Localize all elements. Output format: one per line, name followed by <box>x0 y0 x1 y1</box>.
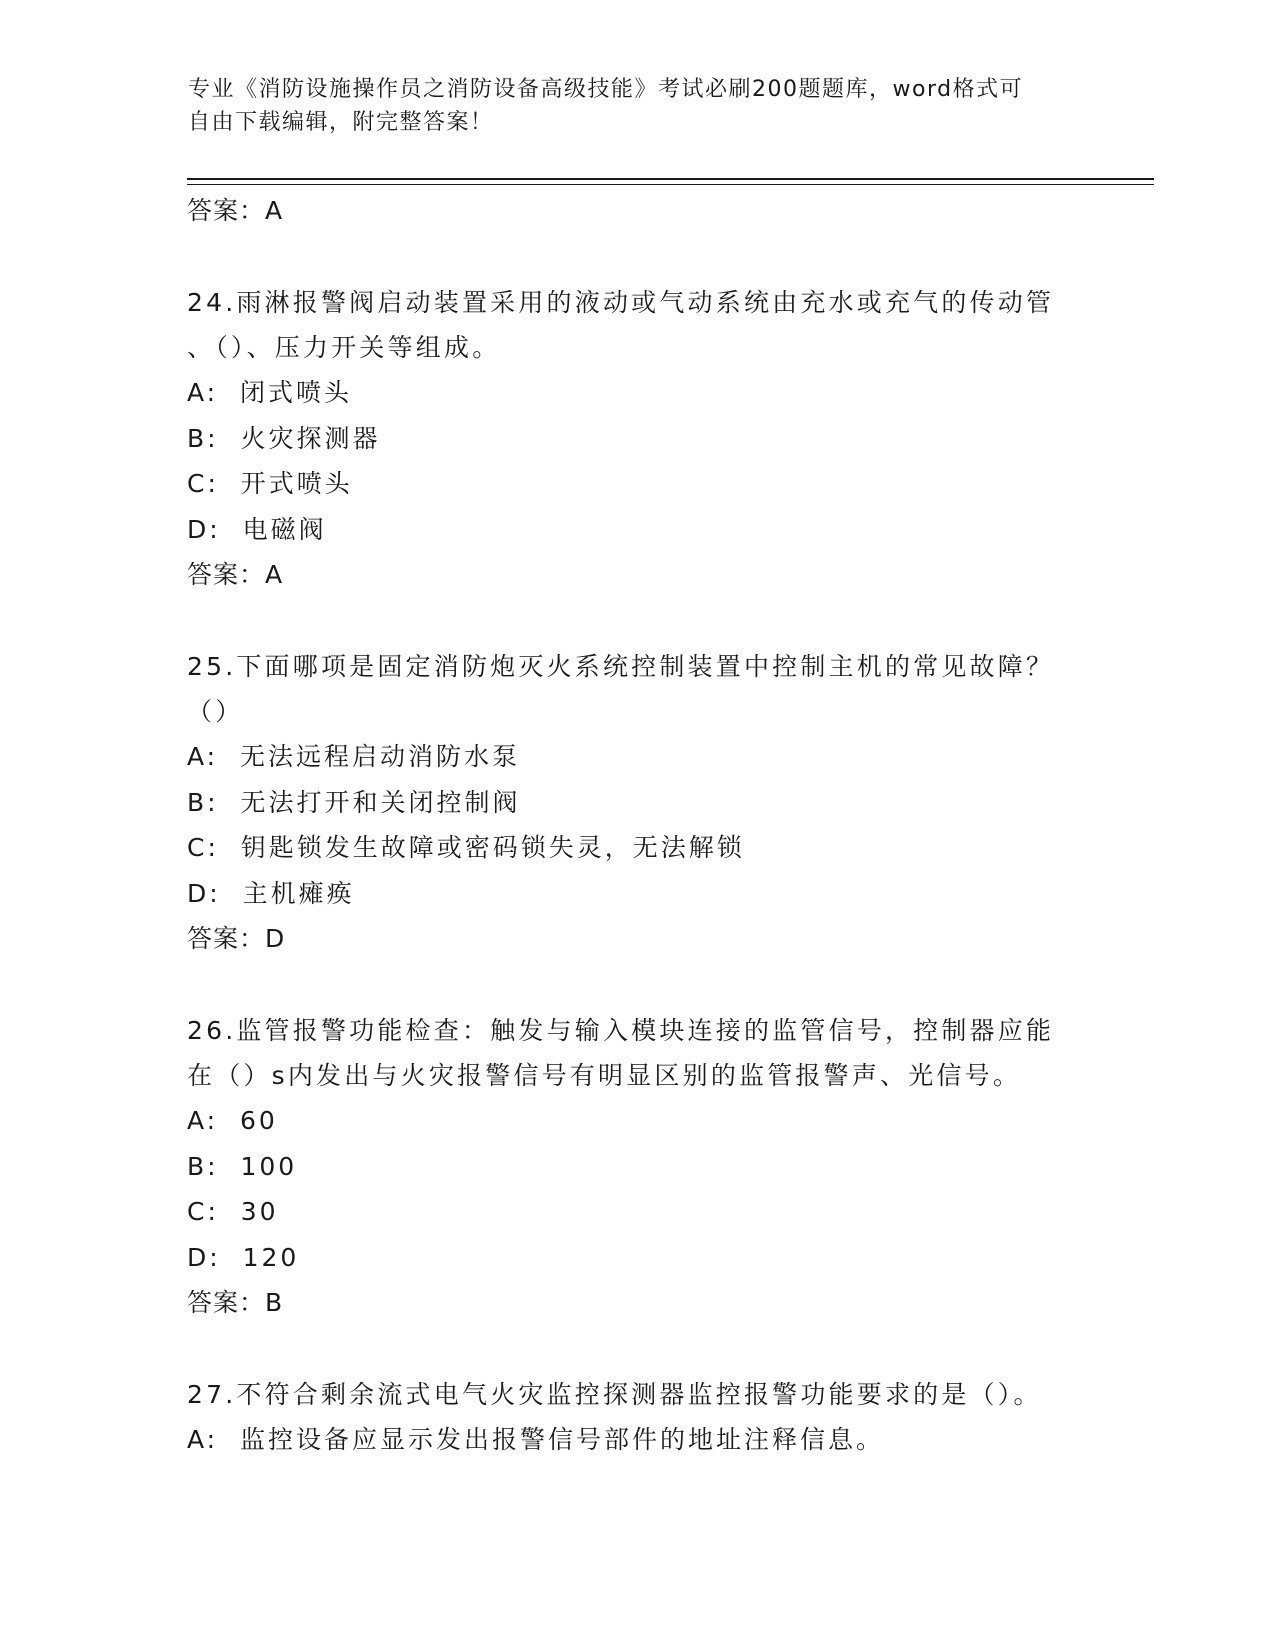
question-item <box>187 644 1087 962</box>
question-stem-continued: 在（）s内发出与火灾报警信号有明显区别的监管报警声、光信号。 <box>187 1061 1022 1090</box>
option-a: A: 60 <box>187 1106 278 1135</box>
question-item <box>187 280 1087 598</box>
option-a: A: 无法远程启动消防水泵 <box>187 742 520 771</box>
question-item <box>187 1008 1087 1326</box>
answer-label: 答案：A <box>187 196 284 225</box>
question-stem: 24.雨淋报警阀启动装置采用的液动或气动系统由充水或充气的传动管 <box>187 288 1055 317</box>
answer-label: 答案：A <box>187 560 284 589</box>
question-stem-continued: （） <box>187 697 244 726</box>
option-d: D: 电磁阀 <box>187 514 327 544</box>
question-stem: 25.下面哪项是固定消防炮灭火系统控制装置中控制主机的常见故障？ <box>187 652 1055 681</box>
option-d: D: 主机瘫痪 <box>187 878 355 908</box>
header-line-1: 专业《消防设施操作员之消防设备高级技能》考试必刷200题题库，word格式可 <box>188 77 1024 102</box>
option-a: A: 闭式喷头 <box>187 378 352 407</box>
header-divider-thin <box>187 184 1154 185</box>
header-line-2: 自由下载编辑，附完整答案！ <box>188 110 494 135</box>
option-b: B: 无法打开和关闭控制阀 <box>187 787 521 817</box>
question-stem: 27.不符合剩余流式电气火灾监控探测器监控报警功能要求的是（）。 <box>187 1380 1042 1409</box>
option-c: C: 30 <box>187 1197 279 1226</box>
option-d: D: 120 <box>187 1242 300 1272</box>
answer-label: 答案：D <box>187 924 286 953</box>
question-list <box>187 188 1087 1463</box>
header-divider-thick <box>187 178 1154 180</box>
option-a: A: 监控设备应显示发出报警信号部件的地址注释信息。 <box>187 1425 884 1454</box>
option-b: B: 100 <box>187 1151 298 1181</box>
answer-label: 答案：B <box>187 1288 284 1317</box>
document-header <box>188 73 1068 139</box>
option-c: C: 钥匙锁发生故障或密码锁失灵，无法解锁 <box>187 833 745 862</box>
question-stem-continued: 、（）、压力开关等组成。 <box>187 333 501 362</box>
option-c: C: 开式喷头 <box>187 469 353 498</box>
option-b: B: 火灾探测器 <box>187 423 381 453</box>
question-stem: 26.监管报警功能检查：触发与输入模块连接的监管信号，控制器应能 <box>187 1016 1055 1045</box>
question-item <box>187 1372 1087 1463</box>
